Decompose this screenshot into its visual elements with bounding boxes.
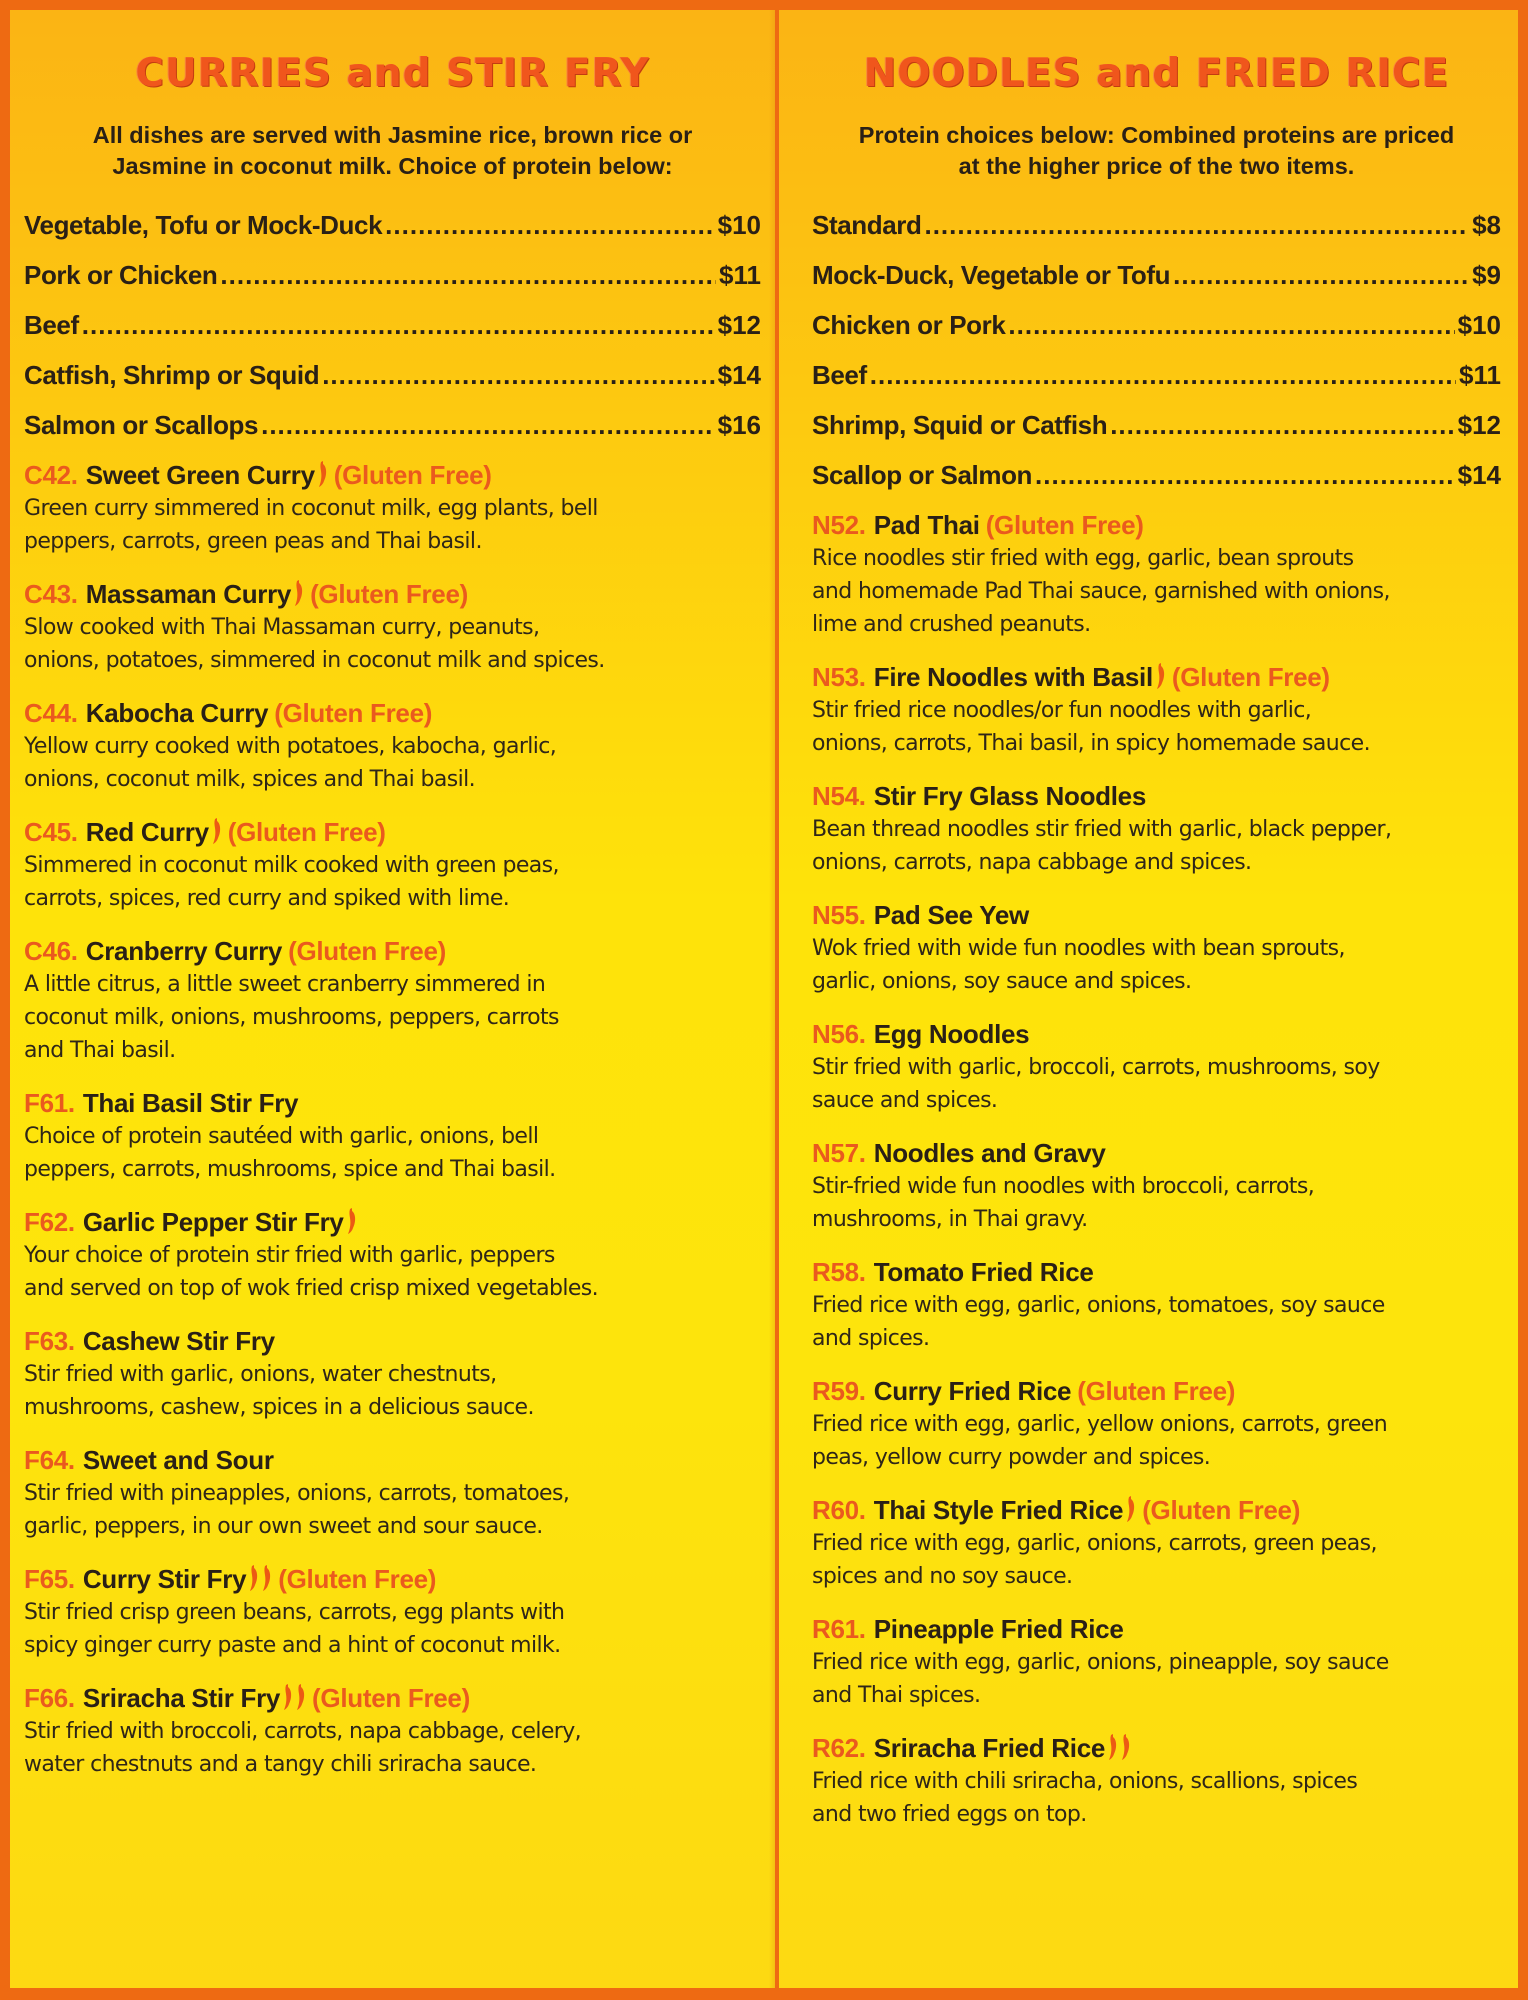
protein-name: Vegetable, Tofu or Mock-Duck (24, 210, 383, 240)
section-intro: All dishes are served with Jasmine rice, brown rice or Jasmine in coconut milk. Choice of protein below: (92, 122, 693, 179)
protein-name: Shrimp, Squid or Catfish (812, 410, 1108, 440)
chili-pepper-icon (249, 1565, 259, 1591)
gluten-free-label: (Gluten Free) (227, 817, 386, 847)
menu-item (812, 1493, 1501, 1593)
item-header (812, 508, 1501, 542)
item-name: Cashew Stir Fry (82, 1326, 275, 1356)
price-row (812, 350, 1501, 400)
dot-leader (385, 200, 714, 250)
item-header (812, 1255, 1501, 1289)
item-code: F63. (24, 1326, 75, 1356)
menu-item (812, 1136, 1501, 1236)
price-list (24, 200, 761, 450)
item-header (812, 1731, 1501, 1765)
item-code: R59. (812, 1376, 866, 1406)
chili-pepper-icon (262, 1565, 272, 1591)
protein-name: Scallop or Salmon (812, 460, 1033, 490)
menu-item (24, 577, 761, 677)
item-code: N55. (812, 900, 866, 930)
dot-leader (1008, 300, 1454, 350)
item-name: Garlic Pepper Stir Fry (82, 1207, 344, 1237)
item-header (812, 660, 1501, 694)
item-header (24, 577, 761, 611)
item-description: Fried rice with egg, garlic, onions, carrots, green peas, spices and no soy sauce. (812, 1531, 1377, 1589)
protein-price: $11 (1459, 360, 1501, 390)
item-description: Stir fried with broccoli, carrots, napa cabbage, celery, water chestnuts and a tangy chili sriracha sauce. (24, 1719, 582, 1777)
section-title: NOODLES and FRIED RICE (863, 51, 1450, 96)
curries-panel (10, 10, 775, 1988)
curries-column (24, 10, 761, 1800)
item-description: Stir fried rice noodles/or fun noodles with garlic, onions, carrots, Thai basil, in spicy homemade sauce. (812, 698, 1370, 756)
price-row (24, 300, 761, 350)
item-name: Sriracha Fried Rice (873, 1733, 1106, 1763)
price-row (24, 250, 761, 300)
item-header (812, 1374, 1501, 1408)
chili-pepper-icon (212, 818, 222, 844)
item-description: Stir fried with pineapples, onions, carrots, tomatoes, garlic, peppers, in our own sweet and sour sauce. (24, 1481, 570, 1539)
item-name: Massaman Curry (85, 579, 292, 609)
price-row (812, 250, 1501, 300)
gluten-free-label: (Gluten Free) (274, 698, 433, 728)
protein-name: Chicken or Pork (812, 310, 1006, 340)
item-name: Curry Stir Fry (82, 1564, 247, 1594)
protein-price: $14 (1457, 460, 1501, 490)
item-description: Bean thread noodles stir fried with garlic, black pepper, onions, carrots, napa cabbage and spices. (812, 817, 1392, 875)
price-row (24, 400, 761, 450)
item-code: N57. (812, 1138, 866, 1168)
menu-item (24, 1086, 761, 1186)
item-description: Wok fried with wide fun noodles with bean sprouts, garlic, onions, soy sauce and spices. (812, 936, 1345, 994)
item-description: Yellow curry cooked with potatoes, kabocha, garlic, onions, coconut milk, spices and Thai basil. (24, 734, 557, 792)
menu-item (812, 1017, 1501, 1117)
item-description: Fried rice with egg, garlic, onions, tomatoes, soy sauce and spices. (812, 1293, 1385, 1351)
price-row (812, 300, 1501, 350)
item-description: Green curry simmered in coconut milk, egg plants, bell peppers, carrots, green peas and Thai basil. (24, 496, 598, 554)
item-name: Pineapple Fried Rice (873, 1614, 1124, 1644)
item-code: F64. (24, 1445, 75, 1475)
item-name: Curry Fried Rice (873, 1376, 1072, 1406)
protein-price: $10 (717, 210, 761, 240)
item-description: A little citrus, a little sweet cranberry simmered in coconut milk, onions, mushrooms, peppers, carrots and Thai basil. (24, 972, 559, 1063)
gluten-free-label: (Gluten Free) (288, 936, 446, 966)
dot-leader (1110, 400, 1454, 450)
item-code: F61. (24, 1088, 75, 1118)
item-header (24, 934, 761, 968)
gluten-free-label: (Gluten Free) (333, 460, 492, 490)
item-header (812, 898, 1501, 932)
item-name: Sweet Green Curry (85, 460, 315, 490)
item-description: Rice noodles stir fried with egg, garlic, bean sprouts and homemade Pad Thai sauce, garnished with onions, lime and crushed peanuts. (812, 546, 1390, 637)
gluten-free-label: (Gluten Free) (278, 1564, 437, 1594)
menu-item (812, 508, 1501, 641)
menu-item (24, 1681, 761, 1781)
item-code: C44. (24, 698, 78, 728)
price-row (812, 200, 1501, 250)
item-description: Fried rice with egg, garlic, onions, pineapple, soy sauce and Thai spices. (812, 1650, 1389, 1708)
protein-name: Standard (812, 210, 922, 240)
item-code: C42. (24, 460, 78, 490)
chili-pepper-icon (1108, 1734, 1118, 1760)
menu-item (812, 1612, 1501, 1712)
menu-item (812, 1255, 1501, 1355)
item-code: R58. (812, 1257, 866, 1287)
protein-price: $8 (1472, 210, 1501, 240)
chili-pepper-icon (1126, 1496, 1136, 1522)
dot-leader (261, 400, 715, 450)
item-header (812, 1612, 1501, 1646)
item-header (24, 458, 761, 492)
item-name: Pad See Yew (873, 900, 1029, 930)
item-header (24, 1086, 761, 1120)
dot-leader (870, 350, 1456, 400)
chili-pepper-icon (318, 461, 328, 487)
item-header (24, 1443, 761, 1477)
section-title: CURRIES and STIR FRY (135, 51, 650, 96)
dot-leader (1173, 250, 1469, 300)
chili-pepper-icon (1121, 1734, 1131, 1760)
gluten-free-label: (Gluten Free) (312, 1683, 470, 1713)
protein-price: $12 (1457, 410, 1501, 440)
item-code: C46. (24, 936, 78, 966)
noodles-column (812, 10, 1501, 1850)
protein-name: Mock-Duck, Vegetable or Tofu (812, 260, 1171, 290)
dot-leader (220, 250, 716, 300)
price-list (812, 200, 1501, 500)
item-code: F62. (24, 1207, 75, 1237)
item-header (812, 1017, 1501, 1051)
item-name: Tomato Fried Rice (873, 1257, 1094, 1287)
menu-item (24, 1324, 761, 1424)
noodles-panel (779, 10, 1518, 1988)
item-code: R61. (812, 1614, 866, 1644)
item-code: N53. (812, 662, 866, 692)
item-header (812, 1493, 1501, 1527)
gluten-free-label: (Gluten Free) (1142, 1495, 1301, 1525)
item-code: R60. (812, 1495, 866, 1525)
item-name: Cranberry Curry (85, 936, 283, 966)
item-header (24, 1205, 761, 1239)
item-code: C43. (24, 579, 78, 609)
item-description: Fried rice with egg, garlic, yellow onions, carrots, green peas, yellow curry powder and spices. (812, 1412, 1388, 1470)
dot-leader (322, 350, 714, 400)
menu-item (24, 934, 761, 1067)
menu-item (812, 660, 1501, 760)
item-description: Your choice of protein stir fried with garlic, peppers and served on top of wok fried crisp mixed vegetables. (24, 1243, 599, 1301)
menu-item (812, 779, 1501, 879)
protein-name: Beef (812, 360, 867, 390)
item-name: Thai Basil Stir Fry (82, 1088, 299, 1118)
chili-pepper-icon (296, 1684, 306, 1710)
item-name: Noodles and Gravy (873, 1138, 1106, 1168)
protein-price: $16 (717, 410, 761, 440)
item-description: Stir fried crisp green beans, carrots, egg plants with spicy ginger curry paste and a hint of coconut milk. (24, 1600, 565, 1658)
chili-pepper-icon (347, 1208, 357, 1234)
price-row (24, 350, 761, 400)
menu-item (812, 1374, 1501, 1474)
protein-price: $11 (719, 260, 761, 290)
dot-leader (82, 300, 715, 350)
item-header (24, 1681, 761, 1715)
protein-name: Salmon or Scallops (24, 410, 259, 440)
item-header (812, 779, 1501, 813)
menu-item (24, 1443, 761, 1543)
menu-item (24, 696, 761, 796)
chili-pepper-icon (294, 580, 304, 606)
item-description: Slow cooked with Thai Massaman curry, peanuts, onions, potatoes, simmered in coconut milk and spices. (24, 615, 605, 673)
protein-name: Pork or Chicken (24, 260, 218, 290)
item-code: F65. (24, 1564, 75, 1594)
menu-item (24, 1562, 761, 1662)
protein-name: Catfish, Shrimp or Squid (24, 360, 320, 390)
price-row (24, 200, 761, 250)
item-name: Thai Style Fried Rice (873, 1495, 1124, 1525)
menu-item (24, 1205, 761, 1305)
item-description: Simmered in coconut milk cooked with green peas, carrots, spices, red curry and spiked with lime. (24, 853, 559, 911)
protein-name: Beef (24, 310, 79, 340)
gluten-free-label: (Gluten Free) (310, 579, 468, 609)
protein-price: $10 (1457, 310, 1501, 340)
item-header (24, 1324, 761, 1358)
item-description: Stir fried with garlic, broccoli, carrots, mushrooms, soy sauce and spices. (812, 1055, 1380, 1113)
menu-item (812, 1731, 1501, 1831)
item-name: Stir Fry Glass Noodles (873, 781, 1146, 811)
item-header (24, 1562, 761, 1596)
item-code: C45. (24, 817, 78, 847)
menu-item (812, 898, 1501, 998)
gluten-free-label: (Gluten Free) (1077, 1376, 1236, 1406)
item-code: N52. (812, 510, 866, 540)
gluten-free-label: (Gluten Free) (1171, 662, 1330, 692)
protein-price: $14 (717, 360, 761, 390)
item-description: Stir-fried wide fun noodles with broccoli, carrots, mushrooms, in Thai gravy. (812, 1174, 1315, 1232)
protein-price: $9 (1472, 260, 1501, 290)
item-header (24, 815, 761, 849)
item-description: Stir fried with garlic, onions, water chestnuts, mushrooms, cashew, spices in a delicious sauce. (24, 1362, 534, 1420)
price-row (812, 450, 1501, 500)
item-description: Choice of protein sautéed with garlic, onions, bell peppers, carrots, mushrooms, spice and Thai basil. (24, 1124, 556, 1182)
item-code: N56. (812, 1019, 866, 1049)
chili-pepper-icon (283, 1684, 293, 1710)
chili-pepper-icon (1156, 663, 1166, 689)
item-header (24, 696, 761, 730)
price-row (812, 400, 1501, 450)
menu-item (24, 458, 761, 558)
item-name: Red Curry (85, 817, 209, 847)
dot-leader (1035, 450, 1455, 500)
menu-items (812, 508, 1501, 1831)
item-name: Sriracha Stir Fry (82, 1683, 281, 1713)
item-description: Fried rice with chili sriracha, onions, scallions, spices and two fried eggs on top. (812, 1769, 1358, 1827)
protein-price: $12 (717, 310, 761, 340)
gluten-free-label: (Gluten Free) (985, 510, 1144, 540)
dot-leader (924, 200, 1469, 250)
section-intro: Protein choices below: Combined proteins are priced at the higher price of the two items. (858, 122, 1455, 179)
item-name: Fire Noodles with Basil (873, 662, 1153, 692)
item-name: Pad Thai (873, 510, 980, 540)
menu-item (24, 815, 761, 915)
item-name: Kabocha Curry (85, 698, 269, 728)
menu-items (24, 458, 761, 1781)
item-name: Sweet and Sour (82, 1445, 274, 1475)
item-header (812, 1136, 1501, 1170)
item-code: R62. (812, 1733, 866, 1763)
item-code: N54. (812, 781, 866, 811)
item-name: Egg Noodles (873, 1019, 1030, 1049)
item-code: F66. (24, 1683, 75, 1713)
